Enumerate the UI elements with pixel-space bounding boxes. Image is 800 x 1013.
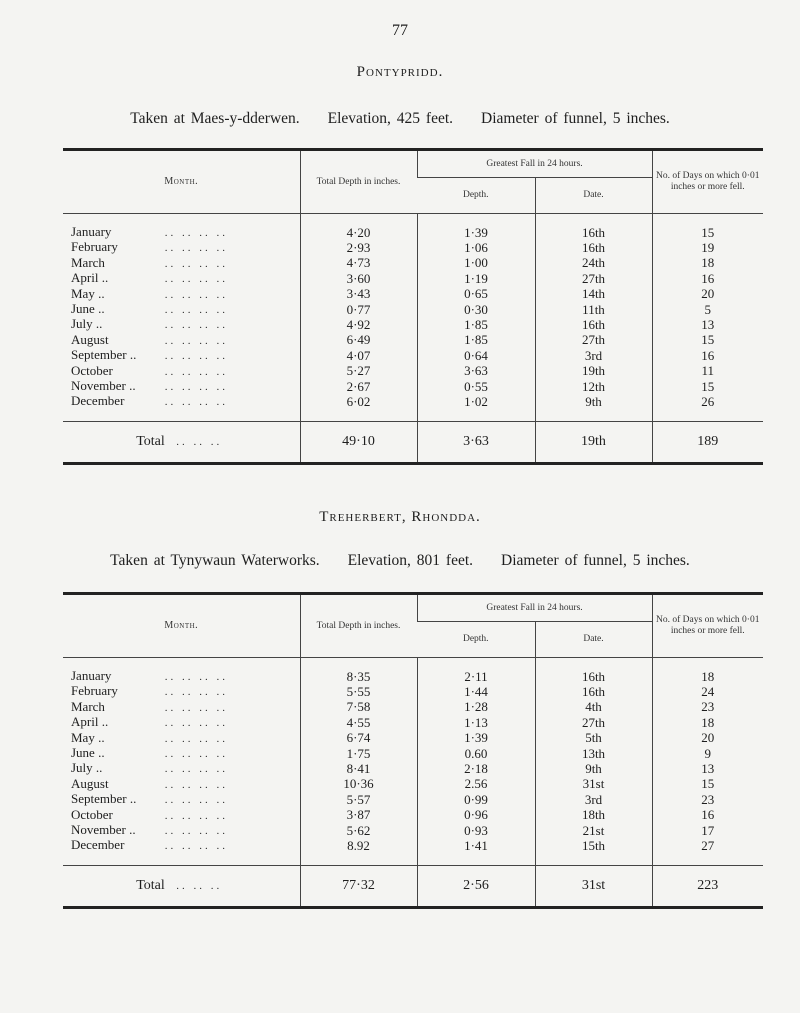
dot-leader: .. .. .. .. bbox=[159, 794, 228, 807]
rain-days-cell: 20 bbox=[652, 287, 763, 302]
dot-leader: .. .. .. .. bbox=[159, 288, 228, 301]
funnel-text: Diameter of funnel, 5 inches. bbox=[481, 110, 670, 127]
month-name: August bbox=[71, 775, 109, 791]
funnel-text: Diameter of funnel, 5 inches. bbox=[501, 552, 690, 569]
month-cell bbox=[63, 838, 300, 853]
max-depth-cell: 1·44 bbox=[417, 684, 535, 699]
month-cell bbox=[63, 792, 300, 807]
total-depth-header: Total Depth in inches. bbox=[300, 150, 417, 214]
total-label-cell bbox=[63, 421, 300, 463]
rain-days-cell: 27 bbox=[652, 838, 763, 853]
total-max-date: 19th bbox=[535, 421, 652, 463]
max-depth-cell: 1·06 bbox=[417, 240, 535, 255]
table-row bbox=[63, 333, 763, 348]
rainfall-table bbox=[63, 148, 763, 465]
rain-days-cell: 18 bbox=[652, 669, 763, 684]
month-cell bbox=[63, 333, 300, 348]
rain-days-cell: 16 bbox=[652, 808, 763, 823]
dot-leader: .. .. .. .. bbox=[159, 732, 228, 745]
month-cell bbox=[63, 761, 300, 776]
table-row bbox=[63, 731, 763, 746]
month-name: October bbox=[71, 806, 113, 822]
rain-days-cell: 18 bbox=[652, 256, 763, 271]
month-cell bbox=[63, 287, 300, 302]
dot-leader: .. .. .. .. bbox=[159, 701, 228, 714]
month-cell bbox=[63, 271, 300, 286]
rain-days-cell: 18 bbox=[652, 715, 763, 730]
dot-leader: .. .. .. .. bbox=[159, 686, 228, 699]
rain-days-cell: 15 bbox=[652, 379, 763, 394]
total-depth-sum: 77·32 bbox=[300, 865, 417, 907]
total-depth-cell: 4·07 bbox=[300, 348, 417, 363]
max-date-cell: 24th bbox=[535, 256, 652, 271]
month-cell bbox=[63, 700, 300, 715]
section-title: Treherbert, Rhondda. bbox=[319, 509, 481, 525]
table-row bbox=[63, 746, 763, 761]
total-label: Total bbox=[136, 433, 165, 449]
total-depth-sum: 49·10 bbox=[300, 421, 417, 463]
table-row bbox=[63, 715, 763, 730]
total-depth-cell: 8·41 bbox=[300, 761, 417, 776]
max-depth-cell: 0·65 bbox=[417, 287, 535, 302]
total-depth-cell: 5·55 bbox=[300, 684, 417, 699]
month-cell bbox=[63, 777, 300, 792]
max-depth-cell: 0.60 bbox=[417, 746, 535, 761]
max-depth-cell: 1·19 bbox=[417, 271, 535, 286]
table-row bbox=[63, 700, 763, 715]
station-details bbox=[0, 110, 800, 128]
rain-days-cell: 13 bbox=[652, 317, 763, 332]
month-cell bbox=[63, 746, 300, 761]
rain-days-cell: 19 bbox=[652, 240, 763, 255]
date-header: Date. bbox=[535, 622, 652, 658]
table-row bbox=[63, 287, 763, 302]
total-max-depth: 2·56 bbox=[417, 865, 535, 907]
month-name: December bbox=[71, 393, 125, 409]
max-date-cell: 3rd bbox=[535, 348, 652, 363]
rain-days-cell: 24 bbox=[652, 684, 763, 699]
total-depth-cell: 2·67 bbox=[300, 379, 417, 394]
max-date-cell: 11th bbox=[535, 302, 652, 317]
max-date-cell: 12th bbox=[535, 379, 652, 394]
max-depth-cell: 0·96 bbox=[417, 808, 535, 823]
max-date-cell: 27th bbox=[535, 271, 652, 286]
month-cell bbox=[63, 379, 300, 394]
dot-leader: .. .. .. .. bbox=[159, 396, 228, 409]
dot-leader: .. .. .. .. bbox=[159, 319, 228, 332]
date-header: Date. bbox=[535, 178, 652, 214]
depth-header: Depth. bbox=[417, 178, 535, 214]
max-date-cell: 3rd bbox=[535, 792, 652, 807]
total-depth-cell: 6·74 bbox=[300, 731, 417, 746]
max-depth-cell: 1·85 bbox=[417, 333, 535, 348]
dot-leader: .. .. .. bbox=[164, 879, 223, 892]
total-depth-cell: 1·75 bbox=[300, 746, 417, 761]
dot-leader: .. .. .. .. bbox=[159, 840, 228, 853]
month-name: February bbox=[71, 683, 118, 699]
rain-days-cell: 15 bbox=[652, 333, 763, 348]
table-row bbox=[63, 684, 763, 699]
max-depth-cell: 3·63 bbox=[417, 364, 535, 379]
rain-days-cell: 16 bbox=[652, 348, 763, 363]
max-date-cell: 15th bbox=[535, 838, 652, 853]
total-depth-cell: 6·49 bbox=[300, 333, 417, 348]
depth-header: Depth. bbox=[417, 622, 535, 658]
month-header: Month. bbox=[63, 150, 300, 214]
total-max-date: 31st bbox=[535, 865, 652, 907]
month-name: May .. bbox=[71, 285, 105, 301]
total-depth-cell: 8.92 bbox=[300, 838, 417, 853]
month-name: October bbox=[71, 362, 113, 378]
dot-leader: .. .. .. bbox=[164, 435, 223, 448]
dot-leader: .. .. .. .. bbox=[159, 381, 228, 394]
max-date-cell: 16th bbox=[535, 240, 652, 255]
rain-days-cell: 23 bbox=[652, 792, 763, 807]
max-depth-cell: 1·41 bbox=[417, 838, 535, 853]
table-row bbox=[63, 379, 763, 394]
dot-leader: .. .. .. .. bbox=[159, 825, 228, 838]
station-details bbox=[0, 552, 800, 570]
table-row bbox=[63, 761, 763, 776]
dot-leader: .. .. .. .. bbox=[159, 242, 228, 255]
total-label-cell bbox=[63, 865, 300, 907]
month-cell bbox=[63, 731, 300, 746]
total-depth-cell: 10·36 bbox=[300, 777, 417, 792]
max-date-cell: 9th bbox=[535, 394, 652, 409]
total-depth-cell: 5·27 bbox=[300, 364, 417, 379]
month-name: June .. bbox=[71, 745, 105, 761]
table-row bbox=[63, 240, 763, 255]
table-row bbox=[63, 792, 763, 807]
max-date-cell: 13th bbox=[535, 746, 652, 761]
max-depth-cell: 2.56 bbox=[417, 777, 535, 792]
month-cell bbox=[63, 808, 300, 823]
total-row bbox=[63, 421, 763, 463]
month-cell bbox=[63, 394, 300, 409]
dot-leader: .. .. .. .. bbox=[159, 350, 228, 363]
month-name: June .. bbox=[71, 301, 105, 317]
table-row bbox=[63, 348, 763, 363]
location-text: Taken at Maes-y-dderwen. bbox=[130, 110, 300, 127]
dot-leader: .. .. .. .. bbox=[159, 778, 228, 791]
elevation-text: Elevation, 425 feet. bbox=[327, 110, 454, 127]
month-name: April .. bbox=[71, 270, 109, 286]
dot-leader: .. .. .. .. bbox=[159, 334, 228, 347]
rain-days-cell: 26 bbox=[652, 394, 763, 409]
max-depth-cell: 2·11 bbox=[417, 669, 535, 684]
table-row bbox=[63, 364, 763, 379]
total-depth-cell: 6·02 bbox=[300, 394, 417, 409]
total-label: Total bbox=[136, 877, 165, 893]
rain-days-cell: 23 bbox=[652, 700, 763, 715]
total-depth-cell: 4·92 bbox=[300, 317, 417, 332]
max-depth-cell: 1·13 bbox=[417, 715, 535, 730]
table-row bbox=[63, 777, 763, 792]
max-date-cell: 27th bbox=[535, 333, 652, 348]
days-header: No. of Days on which 0·01 inches or more fell. bbox=[652, 594, 763, 658]
month-name: November .. bbox=[71, 378, 136, 394]
month-name: September .. bbox=[71, 791, 137, 807]
dot-leader: .. .. .. .. bbox=[159, 809, 228, 822]
month-cell bbox=[63, 684, 300, 699]
max-date-cell: 4th bbox=[535, 700, 652, 715]
table-row bbox=[63, 302, 763, 317]
max-depth-cell: 1·85 bbox=[417, 317, 535, 332]
max-date-cell: 5th bbox=[535, 731, 652, 746]
table-row bbox=[63, 808, 763, 823]
max-date-cell: 31st bbox=[535, 777, 652, 792]
section-title: Pontypridd. bbox=[356, 64, 444, 80]
total-max-depth: 3·63 bbox=[417, 421, 535, 463]
month-cell bbox=[63, 669, 300, 684]
month-cell bbox=[63, 240, 300, 255]
max-date-cell: 27th bbox=[535, 715, 652, 730]
table-row bbox=[63, 669, 763, 684]
table-row bbox=[63, 225, 763, 240]
max-date-cell: 16th bbox=[535, 669, 652, 684]
total-depth-cell: 0·77 bbox=[300, 302, 417, 317]
max-depth-cell: 0·55 bbox=[417, 379, 535, 394]
max-depth-cell: 1·00 bbox=[417, 256, 535, 271]
max-date-cell: 16th bbox=[535, 684, 652, 699]
dot-leader: .. .. .. .. bbox=[159, 273, 228, 286]
max-depth-cell: 0·99 bbox=[417, 792, 535, 807]
month-cell bbox=[63, 302, 300, 317]
days-header: No. of Days on which 0·01 inches or more fell. bbox=[652, 150, 763, 214]
max-date-cell: 19th bbox=[535, 364, 652, 379]
month-name: July .. bbox=[71, 316, 103, 332]
max-depth-cell: 0·64 bbox=[417, 348, 535, 363]
greatest-fall-header: Greatest Fall in 24 hours. bbox=[417, 594, 652, 622]
dot-leader: .. .. .. .. bbox=[159, 304, 228, 317]
rain-days-cell: 16 bbox=[652, 271, 763, 286]
dot-leader: .. .. .. .. bbox=[159, 257, 228, 270]
total-depth-cell: 5·62 bbox=[300, 823, 417, 838]
max-date-cell: 16th bbox=[535, 225, 652, 240]
greatest-fall-header: Greatest Fall in 24 hours. bbox=[417, 150, 652, 178]
dot-leader: .. .. .. .. bbox=[159, 763, 228, 776]
table-row bbox=[63, 317, 763, 332]
total-row bbox=[63, 865, 763, 907]
rainfall-table bbox=[63, 592, 763, 909]
month-name: January bbox=[71, 224, 112, 239]
total-depth-cell: 3·43 bbox=[300, 287, 417, 302]
elevation-text: Elevation, 801 feet. bbox=[347, 552, 474, 569]
month-name: December bbox=[71, 837, 125, 853]
dot-leader: .. .. .. .. bbox=[159, 671, 228, 683]
month-name: November .. bbox=[71, 822, 136, 838]
month-name: August bbox=[71, 331, 109, 347]
total-depth-cell: 4·73 bbox=[300, 256, 417, 271]
max-depth-cell: 1·02 bbox=[417, 394, 535, 409]
rain-days-cell: 15 bbox=[652, 225, 763, 240]
page-number: 77 bbox=[392, 22, 408, 39]
total-depth-cell: 4·20 bbox=[300, 225, 417, 240]
max-date-cell: 9th bbox=[535, 761, 652, 776]
dot-leader: .. .. .. .. bbox=[159, 717, 228, 730]
total-depth-cell: 5·57 bbox=[300, 792, 417, 807]
month-name: January bbox=[71, 668, 112, 683]
month-name: March bbox=[71, 254, 105, 270]
total-depth-cell: 3·60 bbox=[300, 271, 417, 286]
month-name: March bbox=[71, 698, 105, 714]
max-date-cell: 14th bbox=[535, 287, 652, 302]
max-depth-cell: 2·18 bbox=[417, 761, 535, 776]
table-row bbox=[63, 256, 763, 271]
month-name: February bbox=[71, 239, 118, 255]
month-name: April .. bbox=[71, 714, 109, 730]
rain-days-cell: 17 bbox=[652, 823, 763, 838]
total-depth-header: Total Depth in inches. bbox=[300, 594, 417, 658]
table-row bbox=[63, 271, 763, 286]
month-cell bbox=[63, 225, 300, 240]
month-cell bbox=[63, 715, 300, 730]
month-name: July .. bbox=[71, 760, 103, 776]
dot-leader: .. .. .. .. bbox=[159, 227, 228, 239]
total-rain-days: 189 bbox=[652, 421, 763, 463]
rain-days-cell: 9 bbox=[652, 746, 763, 761]
max-depth-cell: 0·30 bbox=[417, 302, 535, 317]
max-depth-cell: 1·39 bbox=[417, 731, 535, 746]
rain-days-cell: 20 bbox=[652, 731, 763, 746]
month-cell bbox=[63, 348, 300, 363]
month-cell bbox=[63, 317, 300, 332]
month-name: May .. bbox=[71, 729, 105, 745]
table-row bbox=[63, 823, 763, 838]
max-date-cell: 16th bbox=[535, 317, 652, 332]
rain-days-cell: 11 bbox=[652, 364, 763, 379]
rain-days-cell: 15 bbox=[652, 777, 763, 792]
month-name: September .. bbox=[71, 347, 137, 363]
month-header: Month. bbox=[63, 594, 300, 658]
month-cell bbox=[63, 823, 300, 838]
max-depth-cell: 1·39 bbox=[417, 225, 535, 240]
max-date-cell: 21st bbox=[535, 823, 652, 838]
max-depth-cell: 1·28 bbox=[417, 700, 535, 715]
total-depth-cell: 4·55 bbox=[300, 715, 417, 730]
total-depth-cell: 2·93 bbox=[300, 240, 417, 255]
total-depth-cell: 3·87 bbox=[300, 808, 417, 823]
total-rain-days: 223 bbox=[652, 865, 763, 907]
month-cell bbox=[63, 364, 300, 379]
dot-leader: .. .. .. .. bbox=[159, 748, 228, 761]
table-row bbox=[63, 838, 763, 853]
location-text: Taken at Tynywaun Waterworks. bbox=[110, 552, 320, 569]
total-depth-cell: 7·58 bbox=[300, 700, 417, 715]
rain-days-cell: 5 bbox=[652, 302, 763, 317]
dot-leader: .. .. .. .. bbox=[159, 365, 228, 378]
max-depth-cell: 0·93 bbox=[417, 823, 535, 838]
total-depth-cell: 8·35 bbox=[300, 669, 417, 684]
month-cell bbox=[63, 256, 300, 271]
max-date-cell: 18th bbox=[535, 808, 652, 823]
table-row bbox=[63, 394, 763, 409]
rain-days-cell: 13 bbox=[652, 761, 763, 776]
